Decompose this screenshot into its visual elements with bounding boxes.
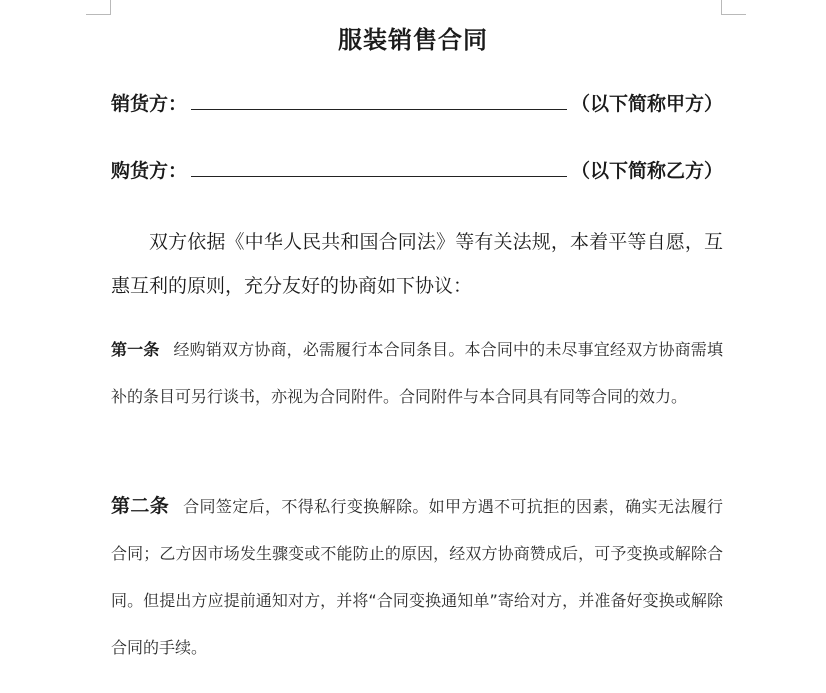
seller-blank-field[interactable] (191, 108, 567, 110)
document-title: 服装销售合同 (338, 25, 488, 54)
seller-line (111, 86, 723, 116)
page-corner-mark-left (86, 0, 111, 15)
article-2-text: 合同签定后，不得私行变换解除。如甲方遇不可抗拒的因素，确实无法履行合同；乙方因市场发生骤变或不能防止的原因，经双方协商赞成后，可予变换或解除合同。但提出方应提前通知对方，并将“合同变换通知单”寄给对方，并准备好变换或解除合同的手续。 (111, 497, 723, 657)
buyer-line (111, 153, 723, 183)
seller-suffix: （以下简称甲方） (570, 93, 723, 115)
article-2-heading: 第二条 (111, 495, 170, 517)
seller-label: 销货方： (111, 93, 188, 115)
buyer-label: 购货方： (111, 160, 188, 182)
buyer-blank-field[interactable] (191, 175, 567, 177)
article-2 (111, 483, 723, 671)
article-1-text: 经购销双方协商，必需履行本合同条目。本合同中的未尽事宜经双方协商需填补的条目可另行谈书，亦视为合同附件。合同附件与本合同具有同等合同的效力。 (111, 340, 723, 406)
article-1-heading: 第一条 (111, 340, 160, 359)
page-corner-mark-right (721, 0, 746, 15)
intro-paragraph: 双方依据《中华人民共和国合同法》等有关法规，本着平等自愿，互惠互利的原则，充分友好的协商如下协议： (111, 231, 723, 297)
buyer-suffix: （以下简称乙方） (570, 160, 723, 182)
article-1 (111, 326, 723, 420)
